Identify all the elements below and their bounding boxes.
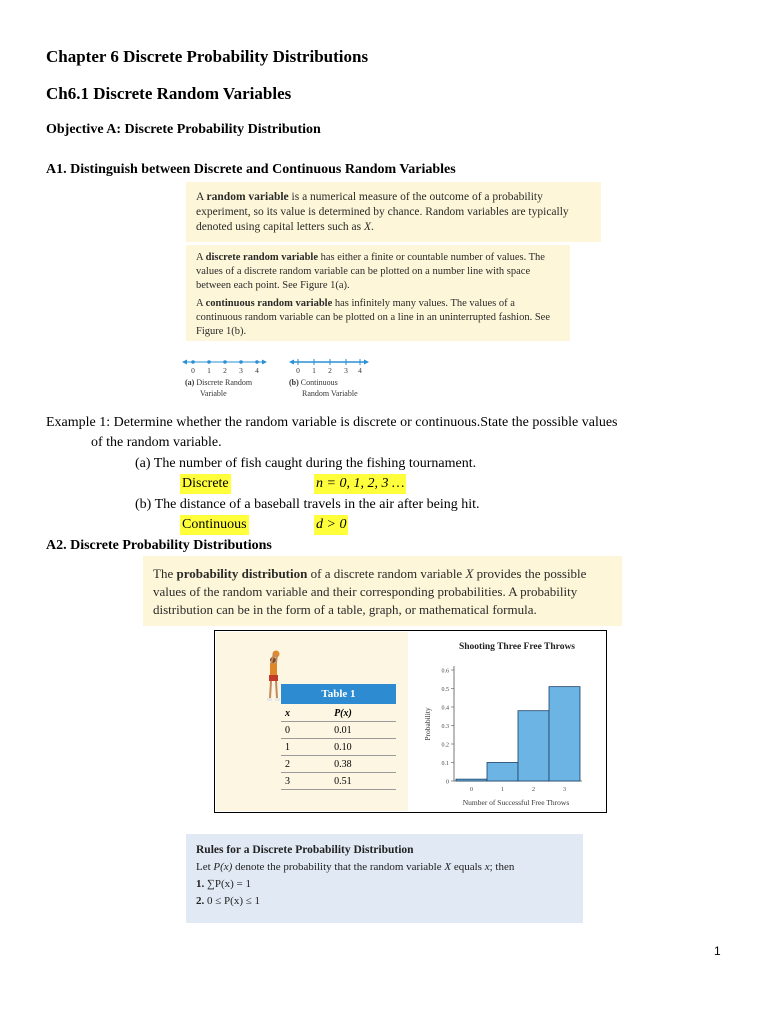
- probability-table: [281, 705, 396, 790]
- random-variable-definition-box: A random variable is a numerical measure of the outcome of a probability experiment, so its value is determined by chance. Random variables are typically denoted using capital letters such as X.: [186, 182, 601, 242]
- y-tick-label: 0.1: [441, 761, 449, 767]
- discrete-definition: A discrete random variable has either a finite or countable number of values. The values of a discrete random variable can be plotted on a number line with space between each point. See Figure 1(a).: [196, 252, 545, 291]
- svg-text:Random Variable: Random Variable: [302, 389, 358, 398]
- table-header-row: [281, 705, 396, 722]
- tick-label: 4: [358, 366, 362, 375]
- rules-intro: Let P(x) denote the probability that the random variable X equals x; then: [196, 861, 515, 873]
- chart-xlabel: Number of Successful Free Throws: [462, 798, 570, 807]
- y-tick-label: 0.2: [441, 742, 449, 749]
- tick-label: 0: [296, 366, 300, 375]
- answer-a-type: Discrete: [180, 474, 231, 494]
- x-tick-label: 2: [532, 787, 535, 793]
- term-random-variable: random variable: [206, 191, 289, 203]
- example-question-b: (b) The distance of a baseball travels in the air after being hit.: [135, 497, 480, 512]
- page-number: 1: [714, 944, 721, 958]
- chart-ylabel: Probability: [423, 707, 432, 741]
- chapter-title: Chapter 6 Discrete Probability Distributions: [46, 47, 369, 66]
- y-tick-label: 0.3: [441, 724, 449, 730]
- table-row: 0 0.01: [281, 722, 396, 739]
- tick-label: 2: [223, 366, 227, 375]
- tick-label: 1: [207, 366, 211, 375]
- histogram-bar: [456, 779, 487, 781]
- continuous-definition: A continuous random variable has infinitely many values. The values of a continuous random variable can be plotted on a line in an uninterrupted fashion. See Figure 1(b).: [196, 298, 550, 337]
- answer-b-type: Continuous: [180, 515, 249, 535]
- x-tick-label: 1: [501, 787, 504, 793]
- tick-label: 0: [191, 366, 195, 375]
- rules-box: [186, 834, 583, 923]
- tick-label: 3: [344, 366, 348, 375]
- table-row: 2 0.38: [281, 756, 396, 773]
- objective-heading: Objective A: Discrete Probability Distribution: [46, 122, 321, 137]
- y-tick-label: 0.6: [441, 668, 449, 675]
- rules-title: Rules for a Discrete Probability Distribution: [196, 844, 414, 856]
- chart-title: Shooting Three Free Throws: [458, 642, 576, 652]
- x-tick-label: 3: [563, 787, 566, 793]
- tick-label: 4: [255, 366, 259, 375]
- answer-b-values: d > 0: [314, 515, 348, 535]
- y-tick-label: 0: [446, 779, 449, 786]
- discrete-number-line: [182, 360, 267, 365]
- y-tick-label: 0.5: [441, 687, 449, 693]
- probability-distribution-definition-box: The probability distribution of a discrete random variable X provides the possible values of the random variable and their corresponding probabilities. A probability distribution can be in the form of a table, graph, or mathematical formula.: [143, 556, 622, 626]
- example-intro: Example 1: Determine whether the random variable is discrete or continuous.State the possible values: [46, 415, 618, 430]
- example-question-a: (a) The number of fish caught during the fishing tournament.: [135, 456, 477, 471]
- x-tick-label: 0: [470, 787, 473, 793]
- svg-text:Variable: Variable: [200, 389, 227, 398]
- table-row: 1 0.10: [281, 739, 396, 756]
- histogram-bar: [518, 711, 549, 781]
- table-header-px: P(x): [304, 705, 396, 722]
- answer-a-values: n = 0, 1, 2, 3 …: [314, 474, 406, 494]
- continuous-number-line: [289, 359, 369, 365]
- table-row: 3 0.51: [281, 773, 396, 790]
- y-tick-label: 0.4: [441, 705, 449, 712]
- tick-label: 2: [328, 366, 332, 375]
- free-throws-histogram: [410, 632, 605, 811]
- section-title: Ch6.1 Discrete Random Variables: [46, 84, 292, 103]
- figure-caption-a: (a) Discrete Random: [185, 378, 253, 387]
- figure-number-lines: [180, 352, 380, 402]
- table-title: Table 1: [281, 684, 396, 704]
- a2-heading: A2. Discrete Probability Distributions: [46, 538, 272, 553]
- table-header-x: x: [281, 705, 304, 722]
- tick-label: 1: [312, 366, 316, 375]
- histogram-bar: [487, 763, 518, 782]
- discrete-continuous-definition-box: [186, 245, 570, 341]
- tick-label: 3: [239, 366, 243, 375]
- rule-2: 2. 0 ≤ P(x) ≤ 1: [196, 895, 261, 907]
- histogram-bar: [549, 687, 580, 781]
- a1-heading: A1. Distinguish between Discrete and Continuous Random Variables: [46, 162, 456, 177]
- example-intro-cont: of the random variable.: [91, 435, 222, 450]
- rule-1: 1. ∑P(x) = 1: [196, 878, 251, 890]
- figure-caption-b: (b) Continuous: [289, 378, 338, 387]
